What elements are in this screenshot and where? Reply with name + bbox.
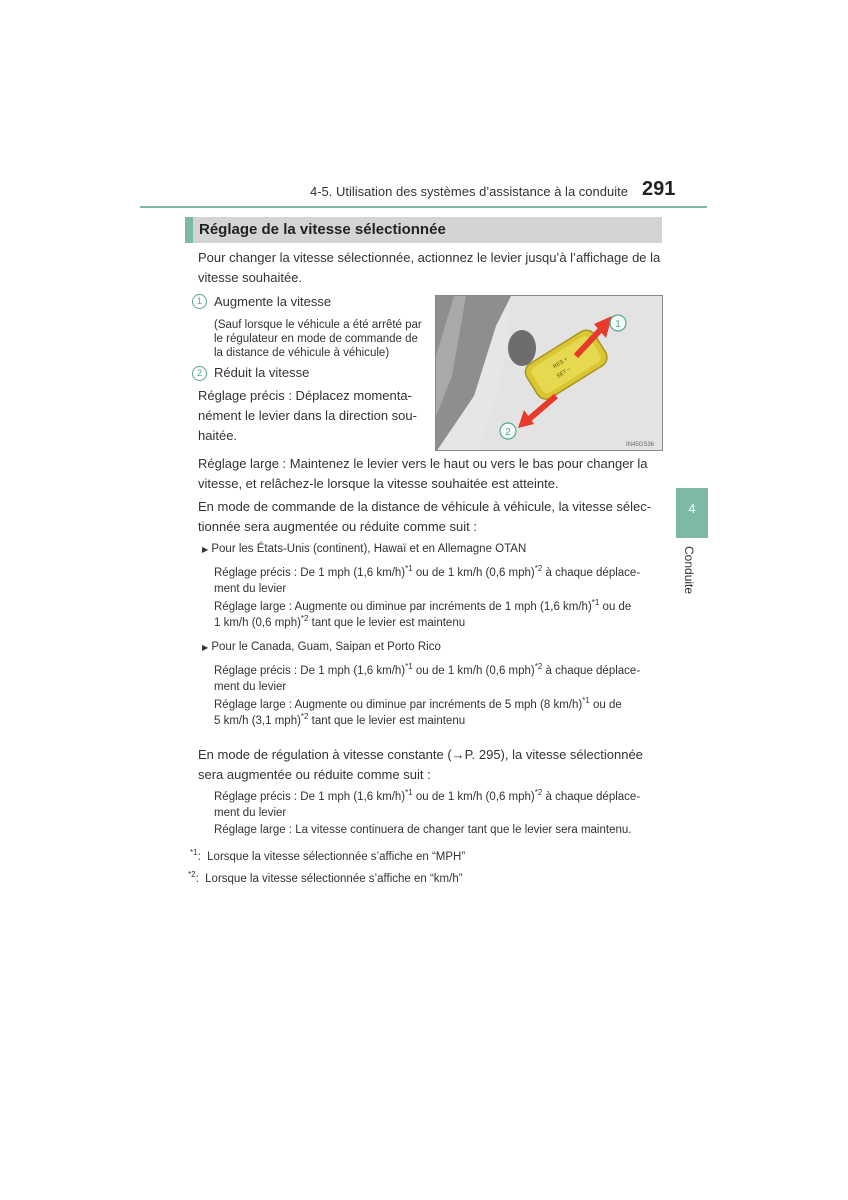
- svg-text:SET −: SET −: [555, 366, 573, 380]
- us-large-line-1: Réglage large : Augmente ou diminue par incréments de 1 mph (1,6 km/h)$^{*1}$ ou de: [214, 598, 632, 613]
- header-title: 4-5. Utilisation des systèmes d’assistance à la conduite: [310, 184, 628, 199]
- lever-illustration: [435, 295, 663, 451]
- footnote-2: $^{*2}$: Lorsque la vitesse sélectionnée s’affiche en “km/h”: [188, 870, 463, 885]
- page-number: 291: [642, 178, 676, 200]
- us-fine-line-1: Réglage précis : De 1 mph (1,6 km/h)$^{*1}$ ou de 1 km/h (0,6 mph)$^{*2}$ à chaque déplace-: [214, 564, 641, 579]
- region-us-label: Pour les États-Unis (continent), Hawaï et en Allemagne OTAN: [211, 543, 527, 555]
- ca-fine-line-2: ment du levier: [214, 681, 287, 693]
- region-us: ▶ Pour les États-Unis (continent), Hawaï et en Allemagne OTAN: [202, 543, 527, 555]
- figure-marker-1: 1: [615, 319, 621, 330]
- region-ca-label: Pour le Canada, Guam, Saipan et Porto Rico: [211, 641, 441, 653]
- distance-mode-line-1: En mode de commande de la distance de véhicule à véhicule, la vitesse sélec-: [198, 499, 652, 514]
- ca-large-line-2: 5 km/h (3,1 mph)$^{*2}$ tant que le levier est maintenu: [214, 712, 466, 727]
- fine-line-1: Réglage précis : Déplacez momenta-: [198, 388, 412, 403]
- item1-note-2: le régulateur en mode de commande de: [214, 333, 418, 345]
- ca-fine-line-1: Réglage précis : De 1 mph (1,6 km/h)$^{*1}$ ou de 1 km/h (0,6 mph)$^{*2}$ à chaque déplace-: [214, 662, 641, 677]
- constant-mode-line-1: En mode de régulation à vitesse constante (→P. 295), la vitesse sélectionnée: [198, 747, 643, 762]
- chapter-label: Conduite: [682, 546, 696, 595]
- item-increase-label: Augmente la vitesse: [214, 294, 332, 309]
- chapter-tab: 4: [676, 488, 708, 538]
- intro-line-2: vitesse souhaitée.: [198, 270, 303, 285]
- constant-mode-line-2: sera augmentée ou réduite comme suit :: [198, 767, 431, 782]
- intro-line-1: Pour changer la vitesse sélectionnée, actionnez le levier jusqu’à l’affichage de la: [198, 250, 661, 265]
- figure-code: IN45GS36: [626, 442, 655, 448]
- item-decrease-label: Réduit la vitesse: [214, 365, 310, 380]
- fine-line-2: nément le levier dans la direction sou-: [198, 408, 417, 423]
- marker-1: 1: [192, 294, 207, 309]
- coarse-line-2: vitesse, et relâchez-le lorsque la vitesse souhaitée est atteinte.: [198, 476, 559, 491]
- lever-diagram: [436, 296, 663, 451]
- region-ca: ▶ Pour le Canada, Guam, Saipan et Porto Rico: [202, 641, 441, 653]
- item1-note-3: la distance de véhicule à véhicule): [214, 347, 390, 359]
- us-fine-line-2: ment du levier: [214, 583, 287, 595]
- cc-large-line: Réglage large : La vitesse continuera de changer tant que le levier sera maintenu.: [214, 824, 632, 836]
- cc-fine-line-1: Réglage précis : De 1 mph (1,6 km/h)$^{*1}$ ou de 1 km/h (0,6 mph)$^{*2}$ à chaque déplace-: [214, 788, 641, 803]
- cc-fine-line-2: ment du levier: [214, 807, 287, 819]
- header-rule: [140, 206, 707, 208]
- ca-large-line-1: Réglage large : Augmente ou diminue par incréments de 5 mph (8 km/h)$^{*1}$ ou de: [214, 696, 622, 711]
- fine-line-3: haitée.: [198, 428, 238, 443]
- us-large-line-2: 1 km/h (0,6 mph)$^{*2}$ tant que le levier est maintenu: [214, 614, 466, 629]
- marker-2: 2: [192, 366, 207, 381]
- coarse-line-1: Réglage large : Maintenez le levier vers le haut ou vers le bas pour changer la: [198, 456, 648, 471]
- item1-note-1: (Sauf lorsque le véhicule a été arrêté par: [214, 319, 422, 331]
- distance-mode-line-2: tionnée sera augmentée ou réduite comme suit :: [198, 519, 477, 534]
- svg-text:RES +: RES +: [552, 356, 570, 371]
- footnote-1: $^{*1}$: Lorsque la vitesse sélectionnée s’affiche en “MPH”: [190, 848, 466, 863]
- section-title: Réglage de la vitesse sélectionnée: [185, 217, 662, 243]
- figure-marker-2: 2: [505, 427, 511, 438]
